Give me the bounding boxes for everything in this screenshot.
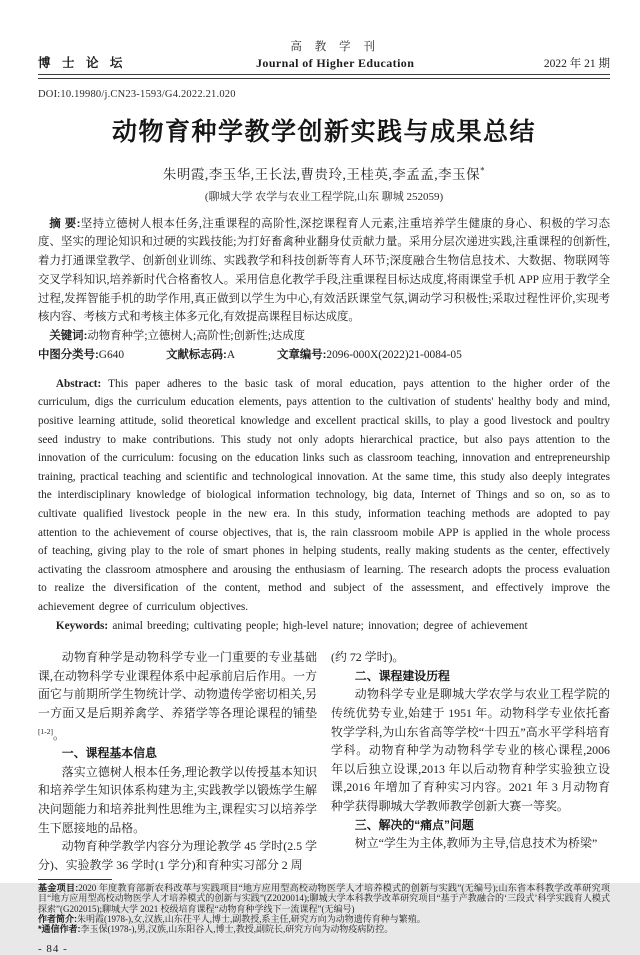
body-paragraph: 落实立德树人根本任务,理论教学以传授基本知识和培养学生知识体系构建为主,实践教学以锻炼学生解决问题能力和培养批判性思维为主,课程实习以培养学生下愿接地的品格。 <box>38 764 317 835</box>
footnote-divider <box>38 879 112 880</box>
journal-title-en: Journal of Higher Education <box>256 56 415 70</box>
author-bio-note <box>38 914 610 924</box>
abstract-en-text: This paper adheres to the basic task of moral education, pays attention to the higher order of the curriculum, digs the curriculum education elements, pays attention to the cultivation of students' healthy body and mind, positive learning attitude, solid theoretical knowledge and excellent practical skills, to play a good livestock and poultry seed industry to make contributions. This study not only adopts hierarchical practice, but also pays attention to the innovation of the curriculum: focusing on the education links such as classroom teaching, innovation and entrepreneurship training, practical teaching and scientific and technological innovation. At the same time, this study also deeply integrates the interdisciplinary knowledge of biological information technology, big data, Internet of Things and so on, so as to cultivate qualified livestock people in the new era. In this study, information teaching methods are adopted to pay attention to the achievement of course objectives, that is, the rain classroom mobile APP is applied in the whole process of teaching, giving play to the role of smart phones in helping students, really making students as the center, effectively activating the classroom atmosphere and arousing the enthusiasm of learning. The research adopts the process evaluation to realize the diversification of the content, method and subject of the assessment, and effectively improve the achievement degree of curriculum objectives. <box>38 377 610 613</box>
body-paragraph: 动物科学专业是聊城大学农学与农业工程学院的传统优势专业,始建于 1951 年。动物科学专业依托畜牧学学科,为山东省高等学校“十四五”高水平学科培育学科。动物育种学为动物科学专业的核心课程,2006 年以后独立设课,2013 年以后动物育种学实验独立设课,2016 年增加了育种实习内容。2021 年 3 月动物育种学获得聊城大学教师教学创新大赛一等奖。 <box>331 687 610 813</box>
body-column-left <box>38 648 317 874</box>
body-column-right <box>331 648 610 874</box>
bio-label: 作者简介: <box>38 913 77 924</box>
keywords-en-text: animal breeding; cultivating people; high-level nature; innovation; degree of achievement <box>108 619 528 632</box>
issue-info: 2022 年 21 期 <box>543 58 610 70</box>
journal-title-block <box>126 38 543 71</box>
abstract-cn-section <box>38 215 610 365</box>
journal-title-cn: 高 教 学 刊 <box>290 41 380 53</box>
corresponding-author-mark: * <box>480 165 486 175</box>
clc-number: 中图分类号:G640 <box>38 349 125 362</box>
corr-text: 李玉保(1978-),男,汉族,山东阳谷人,博士,教授,副院长,研究方向为动物疫病防控。 <box>80 924 394 935</box>
classification-line <box>38 346 610 365</box>
keywords-cn-text: 动物育种学;立德树人;高阶性;创新性;达成度 <box>87 330 306 343</box>
authors-line <box>38 163 610 183</box>
abstract-en-section <box>38 375 610 635</box>
keywords-cn-label: 关键词: <box>49 330 88 343</box>
section-heading: 一、课程基本信息 <box>61 746 157 761</box>
body-paragraph: 动物育种学教学内容分为理论教学 45 学时(2.5 学分)、实验教学 36 学时(1 学分)和育种实习部分 2 周 <box>38 839 317 872</box>
keywords-cn-line <box>38 327 610 346</box>
abstract-cn-label: 摘 要: <box>49 217 81 230</box>
fund-label: 基金项目: <box>38 883 79 894</box>
corresponding-author-note <box>38 924 610 934</box>
body-columns <box>38 648 610 874</box>
abstract-en-label: Abstract: <box>55 377 102 390</box>
article-title: 动物育种学教学创新实践与成果总结 <box>111 118 536 146</box>
page-footnotes <box>38 879 610 955</box>
section-heading: 三、解决的“痛点”问题 <box>354 817 474 832</box>
page-number: - 84 - <box>38 943 68 955</box>
author-names: 朱明霞,李玉华,王长法,曹贵玲,王桂英,李孟孟,李玉保 <box>162 166 481 182</box>
corr-label: *通信作者: <box>38 924 81 935</box>
affiliation-line: (聊城大学 农学与农业工程学院,山东 聊城 252059) <box>204 190 444 203</box>
keywords-en-line <box>38 617 610 636</box>
abstract-cn-paragraph <box>38 215 610 328</box>
article-id: 文章编号:2096-000X(2022)21-0084-05 <box>277 349 462 362</box>
journal-masthead <box>38 38 610 100</box>
body-paragraph: 动物育种学是动物科学专业一门重要的专业基础课,在动物科学专业课程体系中起承前启后作用。一方面它与前期所学生物统计学、动物遗传学密切相关,另一方面又是后期养禽学、养猪学等各理论课程的铺垫[1-2]。 <box>38 650 317 742</box>
bio-text: 朱明霞(1978-),女,汉族,山东茌平人,博士,副教授,系主任,研究方向为动物遗传育种与繁殖。 <box>77 913 426 924</box>
column-name: 博 士 论 坛 <box>38 56 127 70</box>
reference-superscript: [1-2] <box>38 726 53 736</box>
header-divider <box>38 74 610 79</box>
fund-project-note <box>38 883 610 914</box>
abstract-en-paragraph <box>38 375 610 617</box>
fund-text: 2020 年度教育部新农科改革与实践项目“地方应用型高校动物医学人才培养模式的创新与实践”(无编号);山东省本科教学改革研究项目“地方应用型高校动物医学人才培养模式的创新与实践”(Z2020014);聊城大学本科教学改革研究项目“基于产教融合的‘三段式’科学实践育人模式探索”(G202015);聊城大学 2021 校级培育课程“动物育种学线下一流课程”(无编号) <box>38 883 610 914</box>
doi-line: DOI:10.19980/j.CN23-1593/G4.2022.21.020 <box>38 88 236 100</box>
body-paragraph: 树立“学生为主体,教师为主导,信息技术为桥梁” <box>354 836 598 851</box>
body-paragraph: (约 72 学时)。 <box>331 650 405 665</box>
document-code: 文献标志码:A <box>166 349 236 362</box>
section-heading: 二、课程建设历程 <box>354 668 450 683</box>
abstract-cn-text: 坚持立德树人根本任务,注重课程的高阶性,深挖课程育人元素,注重培养学生健康的身心、积极的学习态度、坚实的理论知识和过硬的实践技能;为打好畜禽种业翻身仗贡献力量。采用分层次递进实践,注重课程的创新性,着力打通课堂教学、创新创业训练、实践教学和科技创新等育人环节;深度融合生物信息技术、大数据、物联网等交叉学科知识,培养新时代合格畜牧人。采用信息化教学手段,注重课程目标达成度,将雨课堂手机 APP 应用于教学全过程,发挥智能手机的助学作用,真正做到以学生为中心,有效活跃课堂气氛,调动学习积极性;采取过程性评价,实现考核内容、考核方式和考核主体多元化,有效提高课程目标达成度。 <box>38 217 610 324</box>
keywords-en-label: Keywords: <box>55 619 109 632</box>
